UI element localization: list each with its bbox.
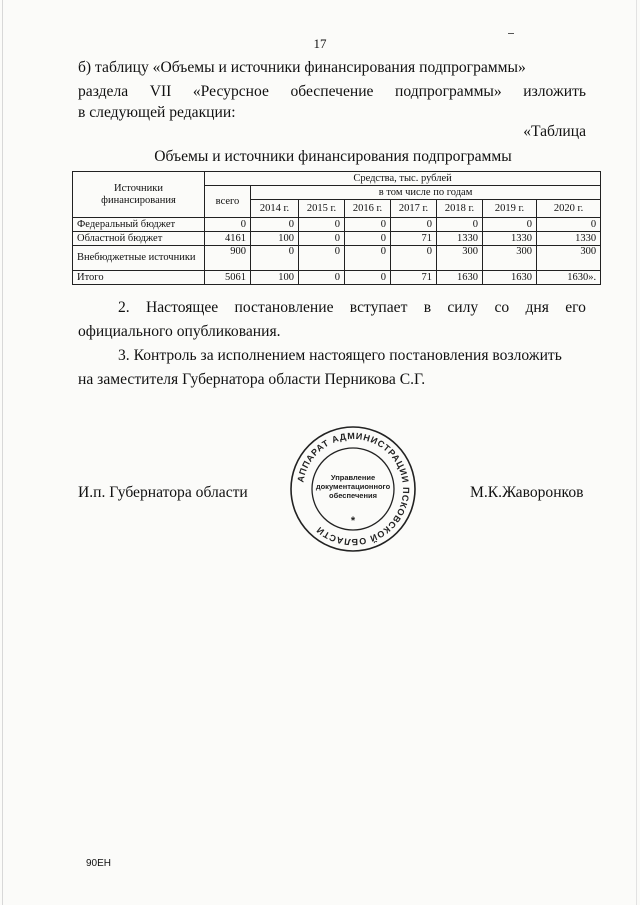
cell-value: 0 [345,232,391,246]
cell-value: 0 [251,246,299,271]
item2-word: силу [447,299,479,316]
item2-line-1 [78,296,586,320]
cell-value: 0 [299,246,345,271]
official-seal [288,424,418,554]
seal-star: * [350,515,356,527]
cell-value: 300 [537,246,601,271]
cell-value: 0 [437,218,483,232]
intro-word: «Ресурсное [192,83,269,100]
seal-outer-text: АППАРАТ АДМИНИСТРАЦИИ ПСКОВСКОЙ ОБЛАСТИ [295,430,412,548]
year-header: 2017 г. [391,200,437,218]
cell-value: 1630». [537,271,601,285]
table-label: «Таблица [523,123,586,140]
cell-value: 0 [299,218,345,232]
row-label: Итого [73,271,205,285]
cell-value: 0 [299,271,345,285]
row-label: Внебюджетные источники [73,246,205,271]
sources-header: Источники финансирования [73,172,205,218]
item2-line-2: официального опубликования. [78,323,281,340]
cell-value: 0 [391,218,437,232]
intro-word: подпрограммы» [395,83,502,100]
table-row [73,246,601,271]
scan-artifact [508,33,514,34]
item2-word: Настоящее [145,299,219,316]
cell-value: 0 [537,218,601,232]
cell-value: 100 [251,271,299,285]
item3-line-2: на заместителя Губернатора области Перникова С.Г. [78,371,426,388]
cell-value: 300 [437,246,483,271]
cell-value: 0 [345,271,391,285]
seal-inner-line: Управление [330,473,376,482]
cell-value: 1330 [437,232,483,246]
item2-word: его [565,299,586,316]
seal-inner-line: документационного [315,482,391,491]
row-label: Федеральный бюджет [73,218,205,232]
table-caption: Объемы и источники финансирования подпрограммы [154,148,512,165]
cell-value: 1630 [437,271,483,285]
cell-value: 1330 [483,232,537,246]
year-header: 2014 г. [251,200,299,218]
year-header: 2020 г. [537,200,601,218]
item2-word: со [494,299,510,316]
cell-value: 0 [299,232,345,246]
intro-word: изложить [523,83,586,100]
cell-value: 5061 [205,271,251,285]
cell-value: 0 [251,218,299,232]
total-header: всего [205,186,251,218]
intro-text: б) таблицу «Объемы и источники финансирования подпрограммы» [78,59,526,76]
cell-value: 1330 [537,232,601,246]
cell-value: 900 [205,246,251,271]
cell-value: 100 [251,232,299,246]
item3-line-1: 3. Контроль за исполнением настоящего постановления возложить [118,347,562,364]
cell-value: 0 [345,218,391,232]
intro-word: VII [149,83,172,100]
footer-code: 90ЕН [86,858,112,869]
year-header: 2015 г. [299,200,345,218]
by-year-header: в том числе по годам [251,186,601,200]
scan-edge-right [636,0,637,905]
cell-value: 4161 [205,232,251,246]
intro-word: обеспечение [290,83,374,100]
table-row [73,271,601,285]
cell-value: 300 [483,246,537,271]
row-label: Областной бюджет [73,232,205,246]
table-row [73,232,601,246]
seal-inner-line: обеспечения [328,491,378,500]
page-number: 17 [313,36,327,51]
item2-word: постановление [234,299,334,316]
cell-value: 1630 [483,271,537,285]
item2-word: дня [525,299,549,316]
cell-value: 0 [483,218,537,232]
financing-table [72,171,601,285]
intro-line-3: в следующей редакции: [78,104,236,121]
year-header: 2018 г. [437,200,483,218]
cell-value: 0 [391,246,437,271]
funds-header: Средства, тыс. рублей [205,172,601,186]
item2-word: 2. [118,299,130,316]
intro-word: раздела [78,83,129,100]
intro-line-1 [78,56,586,80]
signatory-name: М.К.Жаворонков [470,484,584,501]
year-header: 2016 г. [345,200,391,218]
table-header-row [73,172,601,186]
cell-value: 0 [205,218,251,232]
item2-word: в [423,299,432,316]
table-row [73,218,601,232]
cell-value: 71 [391,271,437,285]
cell-value: 71 [391,232,437,246]
scan-edge-left [2,0,3,905]
item2-word: вступает [349,299,408,316]
year-header: 2019 г. [483,200,537,218]
signatory-position: И.п. Губернатора области [78,484,248,501]
cell-value: 0 [345,246,391,271]
